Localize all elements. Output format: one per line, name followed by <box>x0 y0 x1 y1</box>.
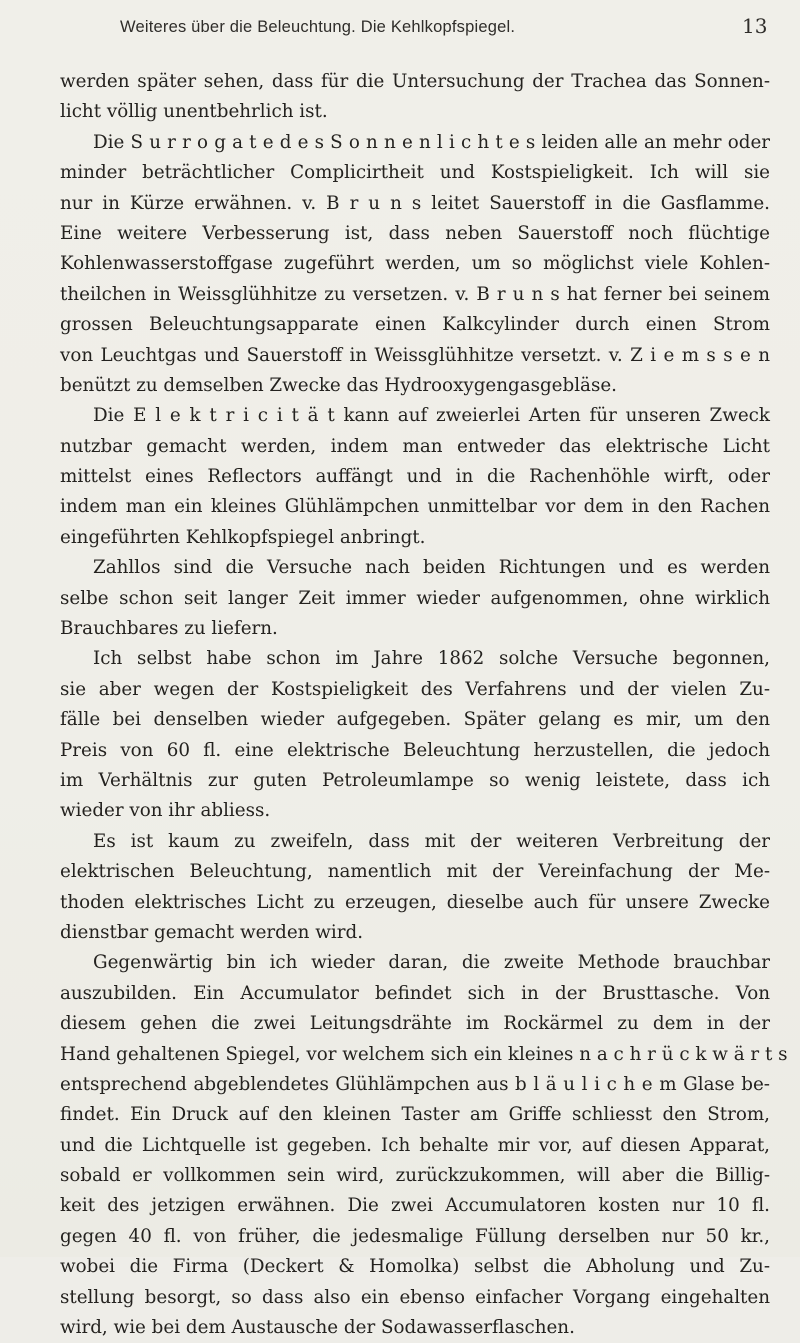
text-line: mittelst eines Reflectors auffängt und in die Rachenhöhle wirft, oder <box>60 466 770 488</box>
text-line: Hand gehaltenen Spiegel, vor welchem sich ein kleines n a c h r ü c k w ä r t s <box>60 1043 788 1065</box>
text-line: auszubilden. Ein Accumulator befindet sich in der Brusttasche. Von <box>60 982 770 1004</box>
text-line: benützt zu demselben Zwecke das Hydrooxygengasgebläse. <box>60 374 617 396</box>
text-line: und die Lichtquelle ist gegeben. Ich behalte mir vor, auf diesen Apparat, <box>60 1134 770 1156</box>
text-line: Brauchbares zu liefern. <box>60 618 278 640</box>
text-line: elektrischen Beleuchtung, namentlich mit der Vereinfachung der Me- <box>60 861 770 883</box>
text-line: Ich selbst habe schon im Jahre 1862 solche Versuche begonnen, <box>93 648 770 670</box>
text-line: keit des jetzigen erwähnen. Die zwei Accumulatoren kosten nur 10 fl. <box>60 1195 770 1217</box>
text-line: werden später sehen, dass für die Untersuchung der Trachea das Sonnen- <box>60 71 770 92</box>
text-line: entsprechend abgeblendetes Glühlämpchen aus b l ä u l i c h e m Glase be- <box>60 1073 770 1095</box>
text-line: Die S u r r o g a t e d e s S o n n e n l i c h t e s leiden alle an mehr oder <box>93 131 770 153</box>
text-line: im Verhältnis zur guten Petroleumlampe so wenig leistete, dass ich <box>60 769 770 791</box>
text-line: stellung besorgt, so dass also ein ebenso einfacher Vorgang eingehalten <box>60 1286 770 1308</box>
page-number: 13 <box>742 14 768 38</box>
text-line: Zahllos sind die Versuche nach beiden Richtungen und es werden <box>93 557 770 579</box>
text-line: wieder von ihr abliess. <box>60 800 271 822</box>
text-line: thoden elektrisches Licht zu erzeugen, dieselbe auch für unsere Zwecke <box>60 891 770 913</box>
text-line: dienstbar gemacht werden wird. <box>60 921 364 943</box>
text-line: selbe schon seit langer Zeit immer wieder aufgenommen, ohne wirklich <box>60 587 770 609</box>
text-line: Preis von 60 fl. eine elektrische Beleuchtung herzustellen, die jedoch <box>60 739 770 761</box>
text-line: licht völlig unentbehrlich ist. <box>60 101 328 123</box>
text-line: Es ist kaum zu zweifeln, dass mit der weiteren Verbreitung der <box>93 830 770 852</box>
text-line: findet. Ein Druck auf den kleinen Taster am Griffe schliesst den Strom, <box>60 1104 770 1126</box>
text-line: von Leuchtgas und Sauerstoff in Weissglühhitze versetzt. v. Z i e m s s e n <box>60 344 770 366</box>
text-line: indem man ein kleines Glühlämpchen unmittelbar vor dem in den Rachen <box>60 496 770 518</box>
text-line: grossen Beleuchtungsapparate einen Kalkcylinder durch einen Strom <box>60 314 770 336</box>
text-line: minder beträchtlicher Complicirtheit und Kostspieligkeit. Ich will sie <box>60 162 770 184</box>
running-head: Weiteres über die Beleuchtung. Die Kehlkopfspiegel. <box>120 18 516 36</box>
text-line: nur in Kürze erwähnen. v. B r u n s leitet Sauerstoff in die Gasflamme. <box>60 192 770 214</box>
text-line: Eine weitere Verbesserung ist, dass neben Sauerstoff noch flüchtige <box>60 222 770 244</box>
text-line: eingeführten Kehlkopfspiegel anbringt. <box>60 526 426 548</box>
text-line: Gegenwärtig bin ich wieder daran, die zweite Methode brauchbar <box>93 952 770 974</box>
text-line: theilchen in Weissglühhitze zu versetzen. v. B r u n s hat ferner bei seinem <box>60 283 770 305</box>
text-line: Kohlenwasserstoffgase zugeführt werden, um so möglichst viele Kohlen- <box>60 253 770 275</box>
text-line: Die E l e k t r i c i t ä t kann auf zweierlei Arten für unseren Zweck <box>93 405 770 427</box>
text-line: fälle bei denselben wieder aufgegeben. Später gelang es mir, um den <box>60 709 770 731</box>
text-line: sie aber wegen der Kostspieligkeit des Verfahrens und der vielen Zu- <box>60 678 770 700</box>
text-line: wird, wie bei dem Austausche der Sodawasserflaschen. <box>60 1317 575 1339</box>
text-line: diesem gehen die zwei Leitungsdrähte im Rockärmel zu dem in der <box>60 1013 770 1035</box>
text-line: nutzbar gemacht werden, indem man entweder das elektrische Licht <box>60 435 770 457</box>
body-text <box>60 67 788 1343</box>
text-line: wobei die Firma (Deckert & Homolka) selbst die Abholung und Zu- <box>60 1256 770 1278</box>
text-line: gegen 40 fl. von früher, die jedesmalige Füllung derselben nur 50 kr., <box>60 1225 770 1247</box>
text-line: sobald er vollkommen sein wird, zurückzukommen, will aber die Billig- <box>60 1165 770 1187</box>
